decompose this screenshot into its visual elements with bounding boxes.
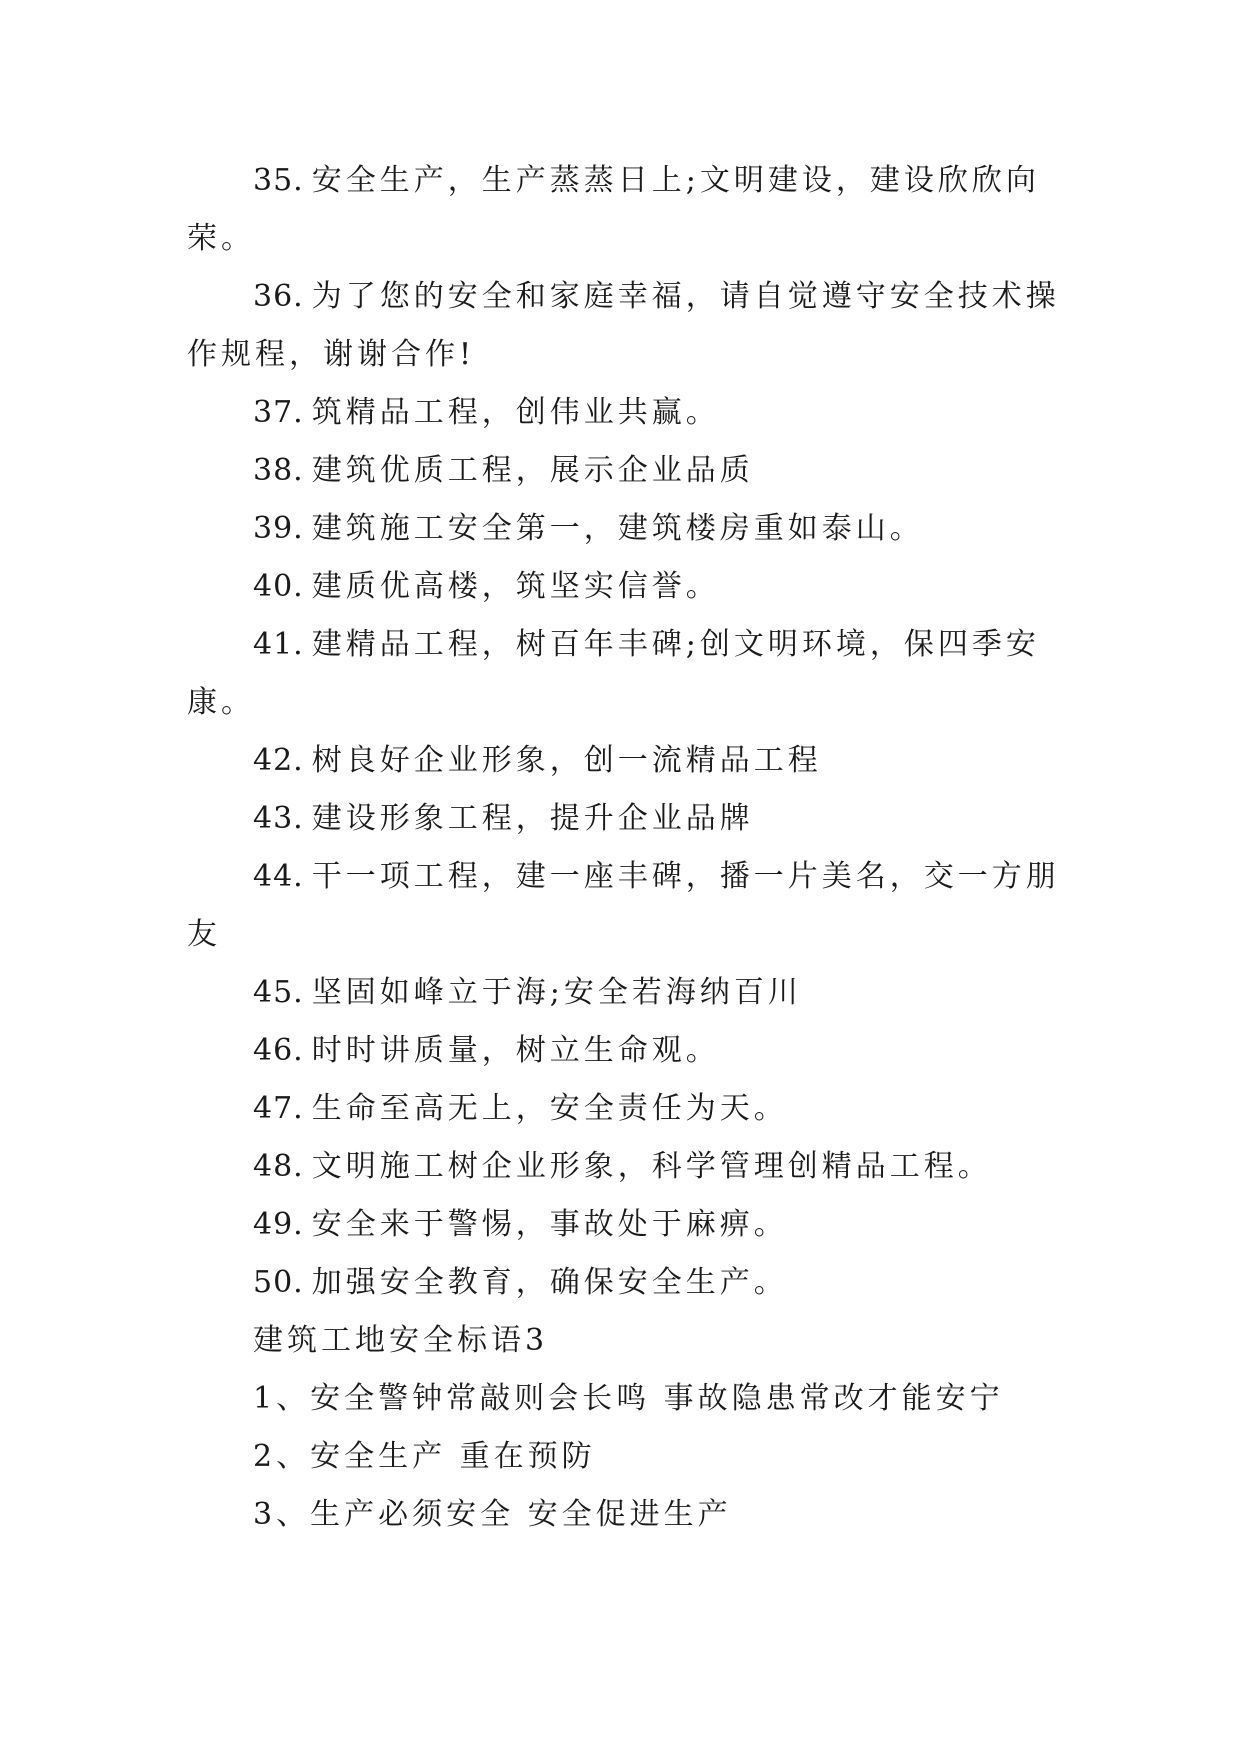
item-text: 安全来于警惕，事故处于麻痹。 — [311, 1207, 788, 1242]
list-item — [187, 790, 1067, 848]
item-number: 49. — [253, 1207, 304, 1242]
list-item — [187, 384, 1067, 442]
item-number: 50. — [253, 1265, 304, 1300]
document-body — [187, 152, 1067, 1544]
item-text: 文明施工树企业形象，科学管理创精品工程。 — [311, 1149, 992, 1184]
item-text: 坚固如峰立于海;安全若海纳百川 — [311, 975, 802, 1010]
list-item — [187, 442, 1067, 500]
list-item — [187, 1254, 1067, 1312]
item-number: 41. — [253, 627, 304, 662]
list-item — [187, 1022, 1067, 1080]
item-number: 40. — [253, 569, 304, 604]
item-number: 43. — [253, 801, 304, 836]
item-text: 为了您的安全和家庭幸福，请自觉遵守安全技术操作规程，谢谢合作! — [187, 279, 1060, 372]
list-item — [187, 616, 1067, 732]
list-item — [187, 1080, 1067, 1138]
list-item — [187, 848, 1067, 964]
section-list-item: 2、安全生产 重在预防 — [253, 1439, 596, 1474]
item-number: 39. — [253, 511, 304, 546]
list-item — [187, 268, 1067, 384]
item-text: 加强安全教育，确保安全生产。 — [311, 1265, 788, 1300]
item-number: 37. — [253, 395, 304, 430]
item-text: 干一项工程，建一座丰碑，播一片美名，交一方朋友 — [187, 859, 1060, 952]
item-number: 48. — [253, 1149, 304, 1184]
list-item — [187, 732, 1067, 790]
item-text: 建设形象工程，提升企业品牌 — [311, 801, 754, 836]
section-list-item: 3、生产必须安全 安全促进生产 — [253, 1497, 732, 1532]
item-text: 建质优高楼，筑坚实信誉。 — [311, 569, 720, 604]
item-number: 44. — [253, 859, 304, 894]
list-item — [187, 1196, 1067, 1254]
list-item — [187, 500, 1067, 558]
item-text: 时时讲质量，树立生命观。 — [311, 1033, 720, 1068]
item-text: 安全生产，生产蒸蒸日上;文明建设，建设欣欣向荣。 — [187, 163, 1040, 256]
item-number: 38. — [253, 453, 304, 488]
item-number: 46. — [253, 1033, 304, 1068]
item-text: 建筑施工安全第一，建筑楼房重如泰山。 — [311, 511, 924, 546]
list-item — [187, 152, 1067, 268]
list-item — [187, 1138, 1067, 1196]
item-number: 45. — [253, 975, 304, 1010]
list-item — [187, 964, 1067, 1022]
item-text: 树良好企业形象，创一流精品工程 — [311, 743, 822, 778]
list-item — [187, 558, 1067, 616]
item-number: 35. — [253, 163, 304, 198]
item-text: 建精品工程，树百年丰碑;创文明环境，保四季安康。 — [187, 627, 1040, 720]
item-text: 筑精品工程，创伟业共赢。 — [311, 395, 720, 430]
item-number: 47. — [253, 1091, 304, 1126]
section-heading: 建筑工地安全标语3 — [253, 1323, 549, 1358]
item-text: 生命至高无上，安全责任为天。 — [311, 1091, 788, 1126]
item-number: 36. — [253, 279, 304, 314]
item-number: 42. — [253, 743, 304, 778]
section-list-item: 1、安全警钟常敲则会长鸣 事故隐患常改才能安宁 — [253, 1381, 1004, 1416]
item-text: 建筑优质工程，展示企业品质 — [311, 453, 754, 488]
